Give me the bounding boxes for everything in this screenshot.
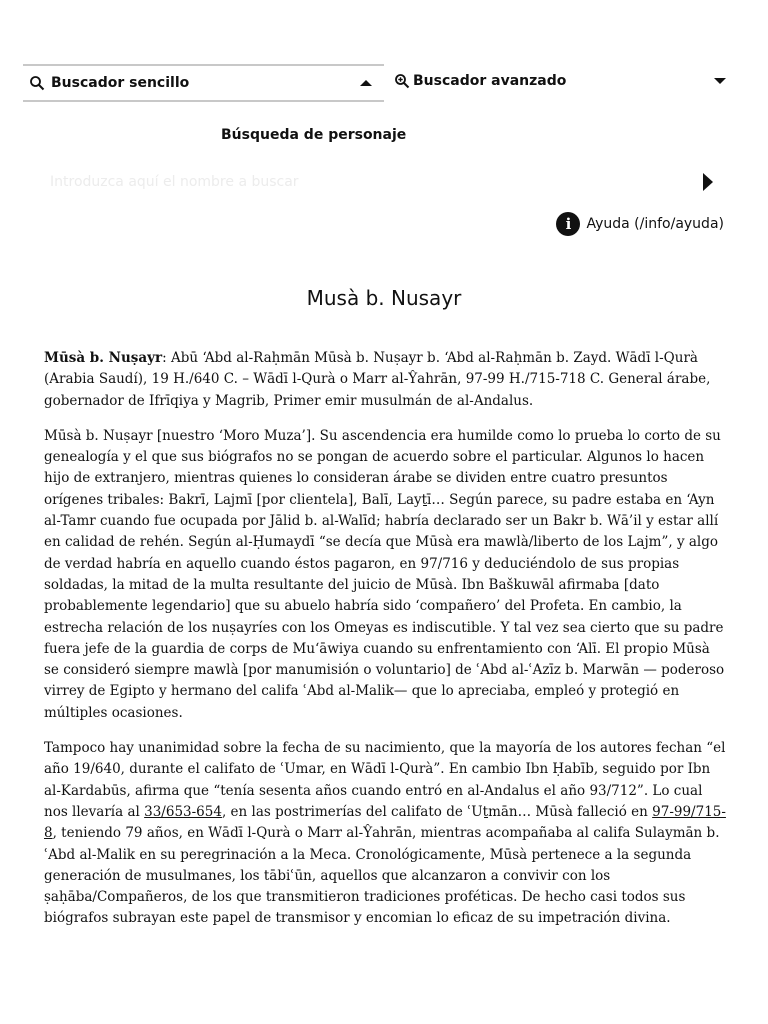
- caret-up-icon: [360, 80, 372, 86]
- search-submit-button[interactable]: [696, 170, 720, 194]
- paragraph-3-text-b: , en las postrimerías del califato de ʿUṯmān… Mūsà falleció en: [221, 803, 653, 820]
- search-input[interactable]: [50, 167, 688, 197]
- zoom-in-icon: [394, 73, 410, 89]
- help-link[interactable]: [556, 212, 724, 236]
- tab-simple-search[interactable]: [23, 64, 384, 102]
- tab-simple-search-label: Buscador sencillo: [51, 75, 190, 91]
- info-icon: i: [556, 212, 580, 236]
- section-title: Búsqueda de personaje: [221, 127, 407, 143]
- paragraph-1-text: : Abū ‘Abd al-Raḥmān Mūsà b. Nuṣayr b. ‘Abd al-Raḥmān b. Zayd. Wādī l-Qurà (Arabia Saudí), 19 H./640 C. – Wādī l-Qurà o Marr al-Ŷahrān, 97-99 H./715-718 C. General árabe, gobernador de Ifrīqiya y Magrib, Primer emir musulmán de al-Andalus.: [44, 350, 711, 409]
- caret-down-icon: [714, 78, 726, 84]
- help-label: Ayuda (/info/ayuda): [586, 216, 724, 232]
- date-link-33[interactable]: 33/653-654: [144, 803, 222, 820]
- article-body: [44, 348, 726, 944]
- play-arrow-icon: [703, 173, 713, 191]
- search-row: [50, 165, 720, 199]
- date-link-97[interactable]: 97-99/715-8: [44, 803, 726, 842]
- article-paragraph-3: [44, 738, 726, 930]
- character-name: Mūsà b. Nuṣayr: [44, 350, 163, 366]
- paragraph-3-text-a: Tampoco hay unanimidad sobre la fecha de su nacimiento, que la mayoría de los autores fechan “el año 19/640, durante el califato de ʿUmar, en Wādī l-Qurà”. En cambio Ibn Ḥabīb, seguido por Ibn al-Kardabūs, afirma que “tenía sesenta años cuando entró en al-Andalus el año 93/712”. Lo cual nos llevaría al: [44, 740, 726, 820]
- article-paragraph-2: Mūsà b. Nuṣayr [nuestro ‘Moro Muza’]. Su ascendencia era humilde como lo prueba lo corto de su genealogía y el que sus biógrafos no se pongan de acuerdo sobre el particular. Algunos lo hacen hijo de extranjero, mientras quienes lo consideran árabe se dividen entre cuatro presuntos orígenes tribales: Bakrī, Lajmī [por clientela], Balī, Layṯī… Según parece, su padre estaba en ‘Ayn al-Tamr cuando fue ocupada por Jālid b. al-Walīd; habría declarado ser un Bakr b. Wā’il y estar allí en calidad de rehén. Según al-Ḥumaydī “se decía que Mūsà era mawlà/liberto de los Lajm”, y algo de verdad habría en aquello cuando éstos pagaron, en 97/716 y deduciéndolo de sus propias soldadas, la mitad de la multa resultante del juicio de Mūsà. Ibn Baškuwāl afirmaba [dato probablemente legendario] que su abuelo habría sido ‘compañero’ del Profeta. En cambio, la estrecha relación de los nuṣayríes con los Omeyas es indiscutible. Y tal vez sea cierto que su padre fuera jefe de la guardia de corps de Mu‘āwiya cuando su enfrentamiento con ‘Alī. El propio Mūsà se consideró siempre mawlà [por manumisión o voluntario] de ʿAbd al-ʿAzīz b. Marwān — poderoso virrey de Egipto y hermano del califa ʿAbd al-Malik— que lo apreciaba, empleó y protegió en múltiples ocasiones.: [44, 427, 725, 721]
- tab-advanced-search-label: Buscador avanzado: [413, 73, 567, 89]
- paragraph-3-text-c: , teniendo 79 años, en Wādī l-Qurà o Marr al-Ŷahrān, mientras acompañaba al califa Sulaymān b. ʿAbd al-Malik en su peregrinación a la Meca. Cronológicamente, Mūsà pertenece a la segunda generación de musulmanes, los tābiʿūn, aquellos que alcanzaron a convivir con los ṣaḥāba/Compañeros, de los que transmitieron tradiciones proféticas. De hecho casi todos sus biógrafos subrayan este papel de transmisor y encomian lo eficaz de su impetración divina.: [44, 825, 720, 927]
- search-icon: [29, 75, 45, 91]
- article-paragraph-1: [44, 348, 726, 412]
- tab-advanced-search[interactable]: [392, 64, 738, 98]
- page-title: Musà b. Nusayr: [306, 286, 462, 310]
